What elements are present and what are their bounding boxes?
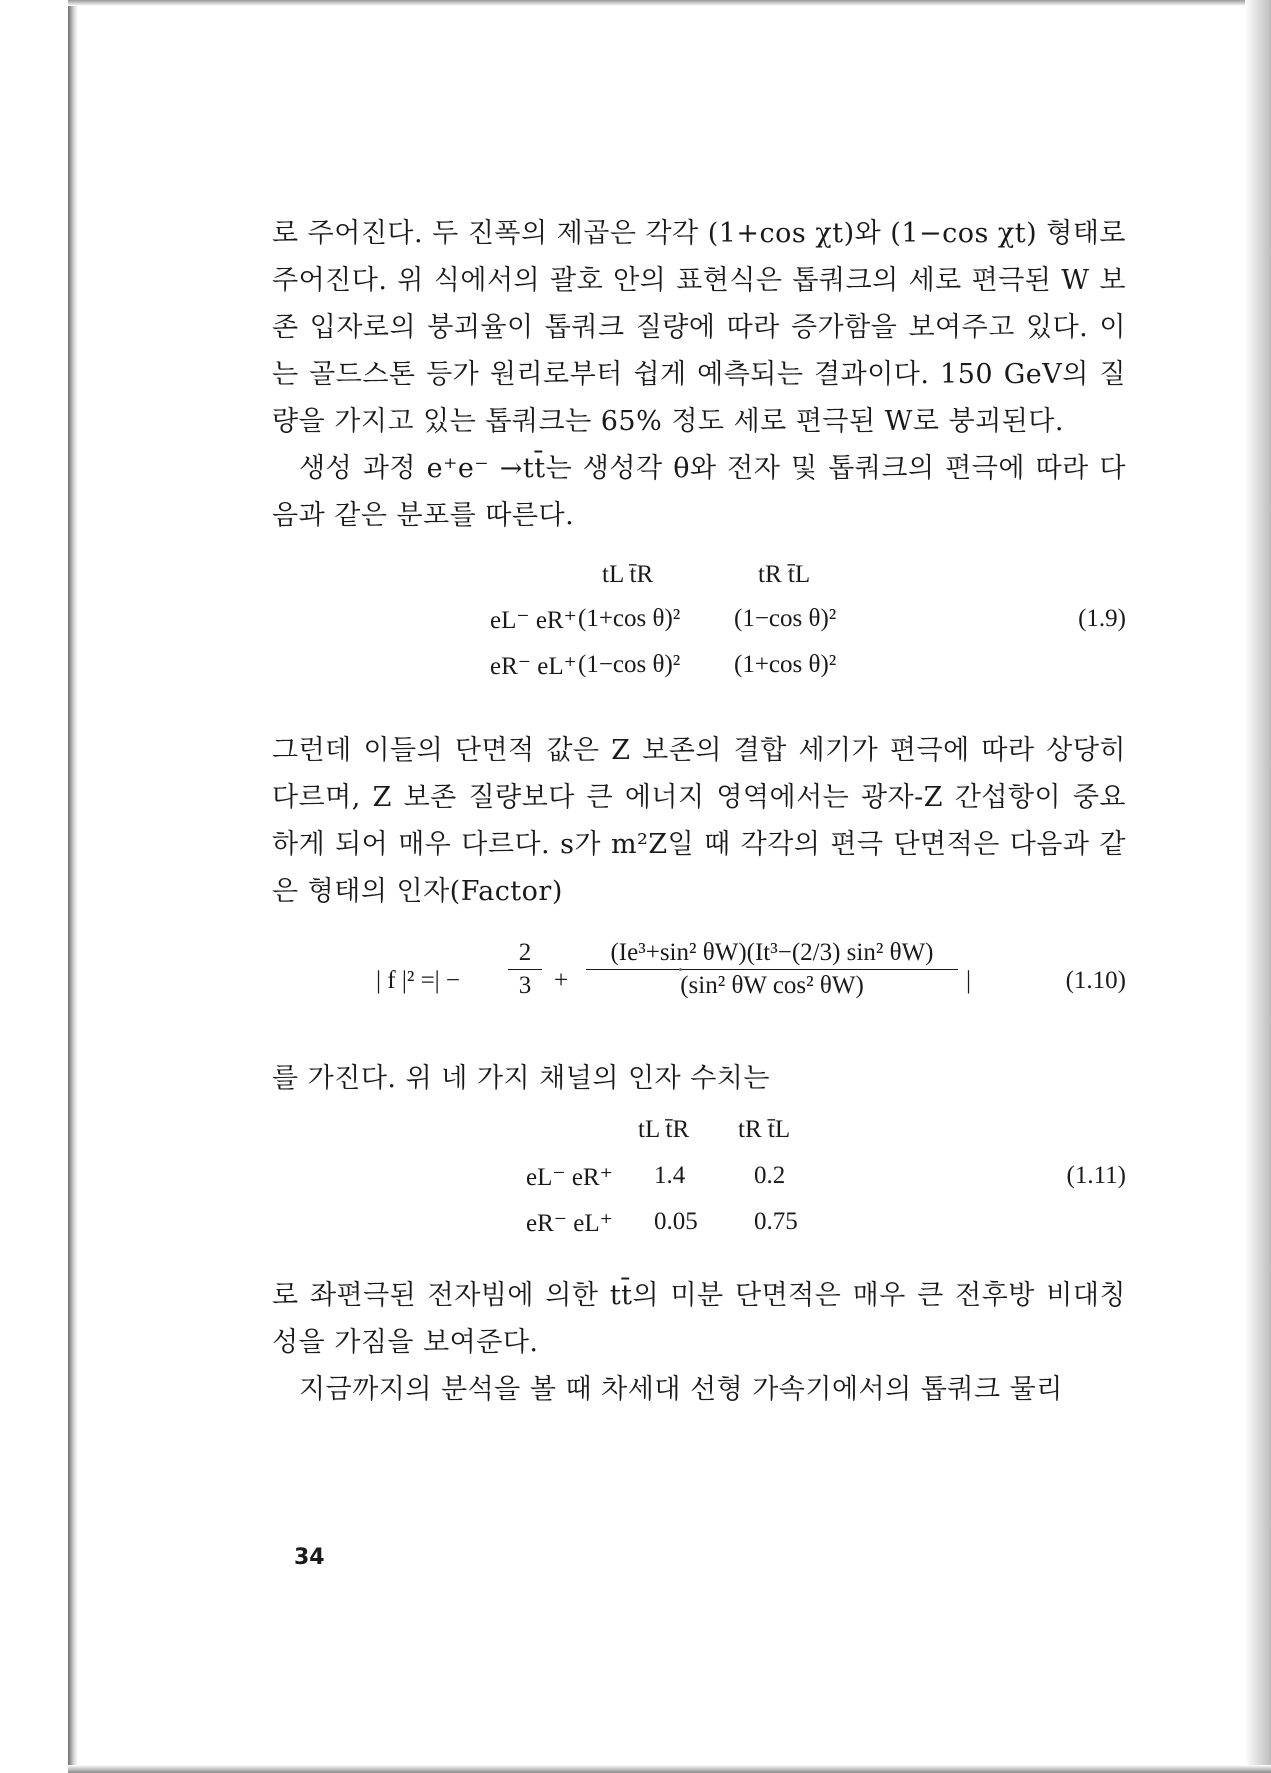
eq110-fraction-2 bbox=[586, 939, 958, 1000]
scan-speck bbox=[679, 968, 682, 971]
eq19-row2-col1: (1−cos θ)² bbox=[578, 651, 681, 678]
paragraph-4: 를 가진다. 위 네 가지 채널의 인자 수치는 bbox=[272, 1063, 770, 1094]
eq19-row1-col2: (1−cos θ)² bbox=[734, 605, 837, 632]
eq19-number: (1.9) bbox=[1078, 605, 1126, 632]
page-edge-right bbox=[1245, 0, 1271, 1773]
eq111-col2-header: tR t̄L bbox=[738, 1116, 791, 1143]
eq111-row2-label: eR⁻ eL⁺ bbox=[526, 1210, 613, 1237]
eq110-rhs: | bbox=[966, 967, 972, 994]
eq19-row2-label: eR⁻ eL⁺ bbox=[490, 653, 577, 680]
eq111-number: (1.11) bbox=[1066, 1162, 1126, 1189]
equation-1-9 bbox=[272, 561, 1126, 697]
eq110-plus: + bbox=[554, 967, 569, 994]
page-number: 34 bbox=[294, 1545, 325, 1570]
equation-1-10 bbox=[272, 937, 1126, 1033]
eq19-row2-col2: (1+cos θ)² bbox=[734, 651, 837, 678]
eq111-row1-col2: 0.2 bbox=[754, 1162, 786, 1189]
eq19-row1-col1: (1+cos θ)² bbox=[578, 605, 681, 632]
eq111-row2-col1: 0.05 bbox=[654, 1208, 698, 1235]
eq110-lhs: | f |² =| − bbox=[376, 967, 461, 994]
equation-1-11 bbox=[272, 1116, 1126, 1252]
eq19-col1-header: tL t̄R bbox=[602, 561, 654, 588]
paragraph-5: 로 좌편극된 전자빔에 의한 tt̄의 미분 단면적은 매우 큰 전후방 비대칭성을 가짐을 보여준다. bbox=[272, 1280, 1126, 1358]
page-edge-top bbox=[68, 0, 1271, 6]
eq110-frac2-numerator: (Ie³+sin² θW)(It³−(2/3) sin² θW) bbox=[586, 939, 958, 970]
paragraph-2: 생성 과정 e⁺e⁻ →tt̄는 생성각 θ와 전자 및 톱쿼크의 편극에 따라 다음과 같은 분포를 따른다. bbox=[272, 453, 1126, 531]
eq19-col2-header: tR t̄L bbox=[758, 561, 811, 588]
page-edge-bottom bbox=[68, 1765, 1271, 1773]
eq110-fraction-1 bbox=[508, 939, 542, 1000]
eq110-frac2-denominator: (sin² θW cos² θW) bbox=[680, 972, 864, 999]
eq111-row1-col1: 1.4 bbox=[654, 1162, 686, 1189]
eq19-row1-label: eL⁻ eR⁺ bbox=[490, 607, 577, 634]
page-content bbox=[272, 210, 1126, 1413]
paragraph-3: 그런데 이들의 단면적 값은 Z 보존의 결합 세기가 편극에 따라 상당히 다르며, Z 보존 질량보다 큰 에너지 영역에서는 광자-Z 간섭항이 중요하게 되어 매우 다르다. s가 m²Z일 때 각각의 편극 단면적은 다음과 같은 형태의 인자(Factor) bbox=[272, 735, 1126, 907]
eq110-frac1-denominator: 3 bbox=[518, 972, 532, 999]
eq111-row1-label: eL⁻ eR⁺ bbox=[526, 1164, 613, 1191]
eq111-col1-header: tL t̄R bbox=[638, 1116, 690, 1143]
eq110-number: (1.10) bbox=[1065, 967, 1126, 994]
paragraph-6: 지금까지의 분석을 볼 때 차세대 선형 가속기에서의 톱쿼크 물리 bbox=[299, 1374, 1063, 1405]
page-edge-left bbox=[68, 0, 78, 1773]
eq110-frac1-numerator: 2 bbox=[508, 939, 542, 970]
eq111-row2-col2: 0.75 bbox=[754, 1208, 798, 1235]
paragraph-1: 로 주어진다. 두 진폭의 제곱은 각각 (1+cos χt)와 (1−cos χt) 형태로 주어진다. 위 식에서의 괄호 안의 표현식은 톱쿼크의 세로 편극된 W 보존 입자로의 붕괴율이 톱쿼크 질량에 따라 증가함을 보여주고 있다. 이는 골드스톤 등가 원리로부터 쉽게 예측되는 결과이다. 150 GeV의 질량을 가지고 있는 톱쿼크는 65% 정도 세로 편극된 W로 붕괴된다. bbox=[272, 218, 1127, 437]
